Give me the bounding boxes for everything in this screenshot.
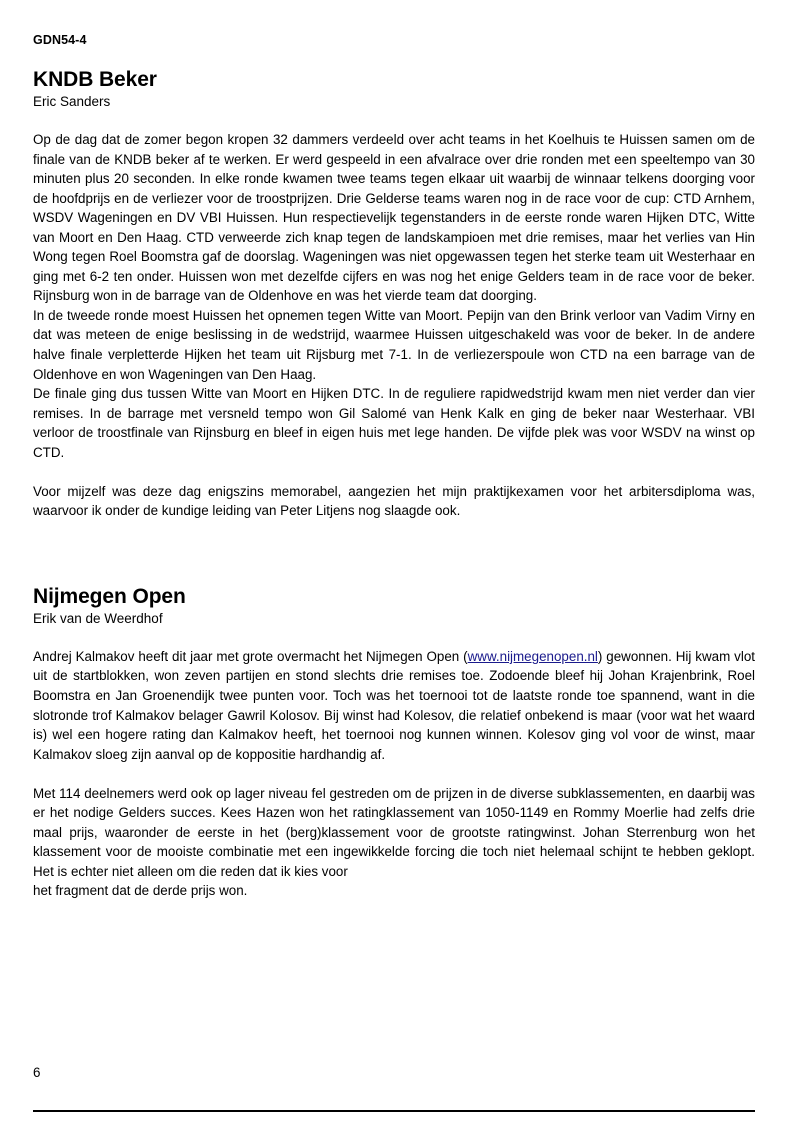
paragraph: Met 114 deelnemers werd ook op lager niveau fel gestreden om de prijzen in de diverse subklassementen, en daarbij was er het nodige Gelders succes. Kees Hazen won het ratingklassement van 1050-1149 en Rommy Moerlie had zelfs drie maal prijs, waaronder de eerste in het (berg)klassement voor de grootste ratingwinst. Johan Sterrenburg won het klassement voor de mooiste combinatie met een ingewikkelde forcing die toch niet helemaal schijnt te hebben geklopt. Het is echter niet alleen om die reden dat ik kies voor: [33, 785, 755, 879]
article-title-kndb-beker: KNDB Beker: [33, 68, 157, 91]
article-author-kndb-beker: Eric Sanders: [33, 94, 111, 110]
paragraph: In de tweede ronde moest Huissen het opnemen tegen Witte van Moort. Pepijn van den Brink verloor van Vadim Virny en dat was meteen de enige beslissing in de wedstrijd, waarmee Huissen uitgeschakeld was voor de beker. In de andere halve finale verpletterde Hijken het team uit Rijsburg met 7-1. In de verliezerspoule won CTD na een barrage van de Oldenhove en won Wageningen van Den Haag.: [33, 307, 755, 382]
nijmegen-open-website-link[interactable]: www.nijmegenopen.nl: [467, 648, 598, 664]
running-head: GDN54-4: [33, 33, 87, 47]
page-number: 6: [33, 1065, 41, 1080]
spacer: [33, 111, 755, 130]
spacer: [33, 628, 755, 647]
paragraph: het fragment dat de derde prijs won.: [33, 883, 248, 899]
article-author-nijmegen-open: Erik van de Weerdhof: [33, 611, 163, 627]
spacer: [33, 462, 755, 482]
paragraph: Op de dag dat de zomer begon kropen 32 dammers verdeeld over acht teams in het Koelhuis te Huissen samen om de finale van de KNDB beker af te werken. Er werd gespeeld in een afvalrace over drie ronden met een speeltempo van 30 minuten plus 20 seconden. In elke ronde kwamen twee teams tegen elkaar uit waarbij de winnaar telkens doorging voor de hoofdprijs en de verliezer voor de troostprijzen. Drie Gelderse teams waren nog in de race voor de cup: CTD Arnhem, WSDV Wageningen en DV VBI Huissen. Hun respectievelijk tegenstanders in de eerste ronde waren Hijken DTC, Witte van Moort en Den Haag. CTD verweerde zich knap tegen de landskampioen met drie remises, maar het verlies van Hin Wong tegen Roel Boomstra gaf de doorslag. Wageningen was niet opgewassen tegen het sterke team uit Westerhaar en ging met 6-2 ten onder. Huissen won met dezelfde cijfers en was nog het enige Gelders team in de race voor de beker. Rijnsburg won in de barrage van de Oldenhove en was het vierde team dat doorging.: [33, 132, 755, 304]
paragraph-with-link: [33, 647, 755, 764]
paragraph: De finale ging dus tussen Witte van Moort en Hijken DTC. In de reguliere rapidwedstrijd kwam men niet verder dan vier remises. In de barrage met versneld tempo won Gil Salomé van Henk Kalk en ging de beker naar Westerhaar. VBI verloor de troostfinale van Rijnsburg en bleef in eigen huis met lege handen. De vijfde plek was voor WSDV na winst op CTD.: [33, 386, 755, 460]
paragraph-text-tail: ) gewonnen. Hij kwam vlot uit de startblokken, won zeven partijen en stond slechts drie remises toe. Zodoende bleef hij Johan Krajenbrink, Roel Boomstra en Jan Groenendijk twee punten voor. Toch was het toernooi tot de laatste ronde toe spannend, want in die slotronde trof Kalmakov belager Gawril Kolosov. Bij winst had Kolesov, die relatief onbekend is maar (voor wat het waard is) wel een hogere rating dan Kalmakov heeft, het toernooi nog kunnen winnen. Kolesov ging vol voor de winst, maar Kalmakov sloeg zijn aanval op de koppositie hardhandig af.: [33, 648, 755, 762]
paragraph-text-lead: Andrej Kalmakov heeft dit jaar met grote overmacht het Nijmegen Open (: [33, 648, 468, 664]
article-title-nijmegen-open: Nijmegen Open: [33, 584, 186, 608]
spacer: [33, 764, 755, 784]
footer-divider: [33, 1110, 755, 1112]
spacer: [33, 521, 755, 585]
paragraph: Voor mijzelf was deze dag enigszins memorabel, aangezien het mijn praktijkexamen voor het arbitersdiploma was, waarvoor ik onder de kundige leiding van Peter Litjens nog slaagde ook.: [33, 483, 755, 519]
